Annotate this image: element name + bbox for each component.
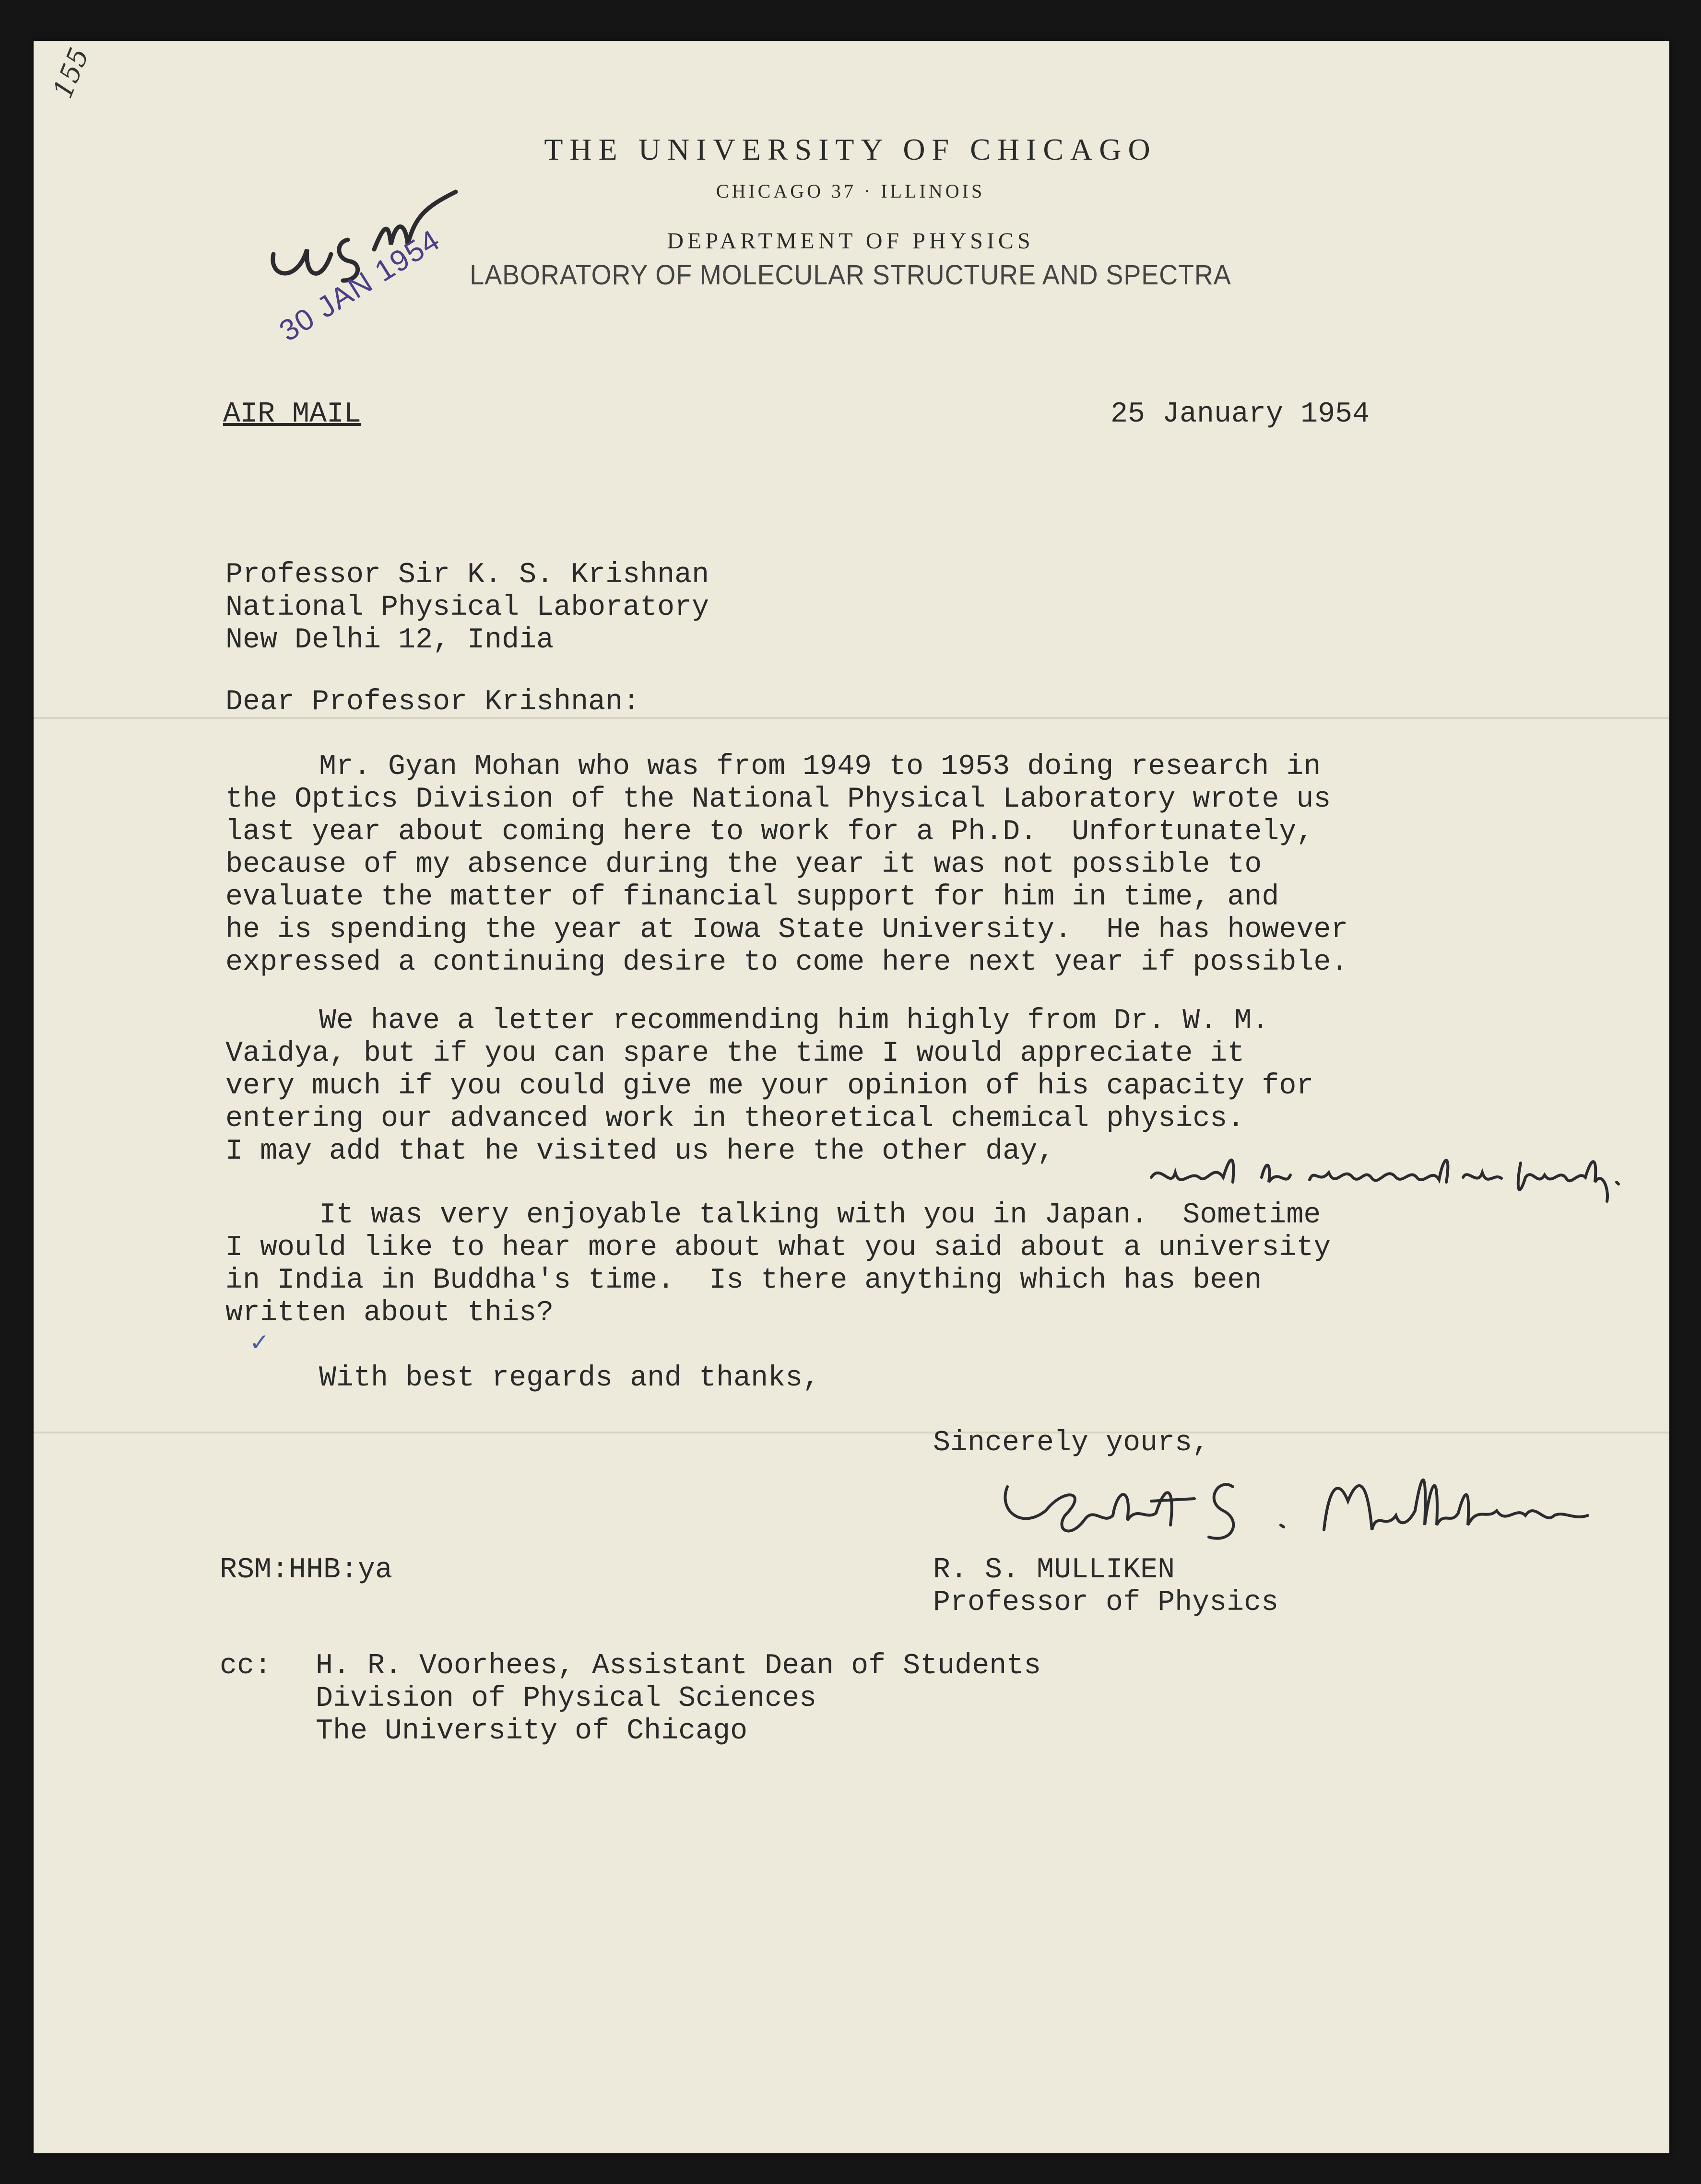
paragraph-line: last year about coming here to work for a Ph.D. Unfortunately, bbox=[225, 816, 1314, 848]
recipient-address bbox=[225, 559, 709, 657]
letterhead-city: CHICAGO 37 · ILLINOIS bbox=[716, 180, 985, 202]
handwritten-addition bbox=[1146, 1144, 1621, 1206]
cc-list bbox=[316, 1650, 1041, 1748]
reference-initials: RSM:HHB:ya bbox=[220, 1554, 393, 1586]
paragraph-line: entering our advanced work in theoretical chemical physics. bbox=[225, 1103, 1245, 1135]
air-mail-label: AIR MAIL bbox=[223, 398, 362, 431]
check-mark-icon: ✓ bbox=[249, 1328, 270, 1356]
letterhead-university: THE UNIVERSITY OF CHICAGO bbox=[544, 132, 1157, 166]
paragraph-line: It was very enjoyable talking with you in Japan. Sometime bbox=[319, 1199, 1321, 1232]
paragraph-line: he is spending the year at Iowa State University. He has however bbox=[225, 914, 1348, 946]
paragraph-line: I may add that he visited us here the other day, bbox=[225, 1135, 1055, 1168]
paragraph-3 bbox=[225, 1199, 1331, 1329]
valediction: Sincerely yours, bbox=[933, 1427, 1210, 1459]
paragraph-1 bbox=[225, 751, 1348, 979]
received-date-stamp: 30 JAN 1954 bbox=[273, 223, 446, 348]
letterhead-department: DEPARTMENT OF PHYSICS bbox=[667, 228, 1034, 254]
paragraph-line: I would like to hear more about what you said about a university bbox=[225, 1232, 1331, 1264]
paragraph-line: because of my absence during the year it was not possible to bbox=[225, 848, 1262, 881]
cc-label: cc: bbox=[220, 1650, 272, 1682]
recipient-line: New Delhi 12, India bbox=[225, 624, 554, 657]
corner-archive-number: 155 bbox=[47, 43, 95, 103]
closing-line: With best regards and thanks, bbox=[319, 1362, 820, 1395]
letter-date: 25 January 1954 bbox=[1110, 398, 1370, 431]
fold-line-lower bbox=[34, 1432, 1669, 1433]
paragraph-line: evaluate the matter of financial support for him in time, and bbox=[225, 881, 1279, 914]
signer-title: Professor of Physics bbox=[933, 1586, 1279, 1619]
paragraph-line: in India in Buddha's time. Is there anything which has been bbox=[225, 1264, 1262, 1297]
paragraph-line: We have a letter recommending him highly from Dr. W. M. bbox=[319, 1005, 1269, 1037]
cc-line: The University of Chicago bbox=[316, 1715, 748, 1748]
paragraph-line: very much if you could give me your opinion of his capacity for bbox=[225, 1070, 1314, 1103]
paragraph-2 bbox=[225, 1005, 1313, 1168]
cc-line: Division of Physical Sciences bbox=[316, 1682, 817, 1715]
paragraph-line: written about this? bbox=[225, 1297, 554, 1329]
paragraph-line: Vaidya, but if you can spare the time I would appreciate it bbox=[225, 1037, 1245, 1070]
signature bbox=[993, 1458, 1626, 1554]
letterhead-laboratory-stamp: LABORATORY OF MOLECULAR STRUCTURE AND SPECTRA bbox=[470, 259, 1231, 291]
recipient-line: National Physical Laboratory bbox=[225, 591, 709, 624]
signer-name: R. S. MULLIKEN bbox=[933, 1554, 1175, 1586]
cc-line: H. R. Voorhees, Assistant Dean of Students bbox=[316, 1650, 1041, 1682]
paragraph-line: Mr. Gyan Mohan who was from 1949 to 1953 doing research in bbox=[319, 751, 1321, 783]
signer-block bbox=[933, 1554, 1278, 1619]
recipient-line: Professor Sir K. S. Krishnan bbox=[225, 559, 709, 591]
salutation: Dear Professor Krishnan: bbox=[225, 686, 640, 718]
paragraph-line: expressed a continuing desire to come here next year if possible. bbox=[225, 946, 1348, 979]
paragraph-line: the Optics Division of the National Physical Laboratory wrote us bbox=[225, 783, 1331, 816]
